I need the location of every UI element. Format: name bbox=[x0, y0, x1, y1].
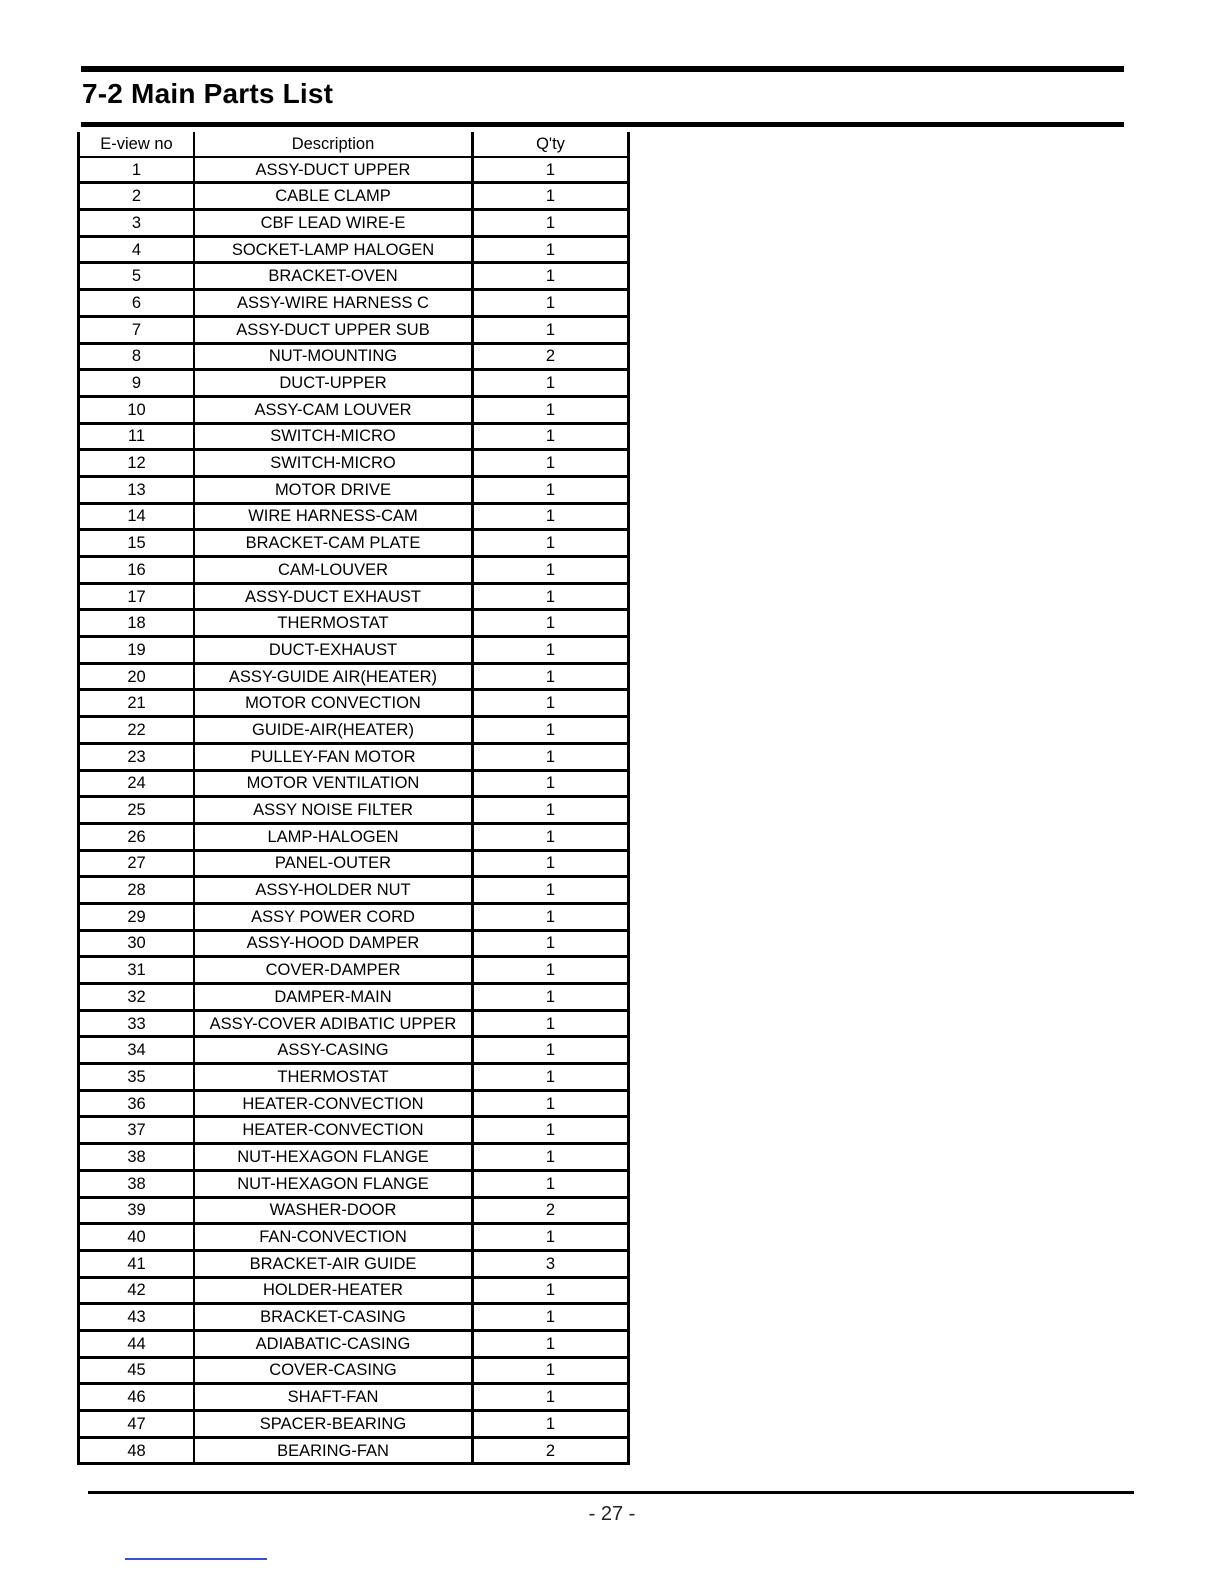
qty-cell: 1 bbox=[473, 1384, 629, 1411]
qty-cell: 1 bbox=[473, 183, 629, 210]
table-row bbox=[79, 1197, 629, 1224]
eview-no-cell: 20 bbox=[79, 663, 195, 690]
qty-cell: 1 bbox=[473, 1330, 629, 1357]
table-row bbox=[79, 263, 629, 290]
description-cell: PANEL-OUTER bbox=[194, 850, 473, 877]
eview-no-cell: 38 bbox=[79, 1170, 195, 1197]
table-row bbox=[79, 1330, 629, 1357]
table-row bbox=[79, 1250, 629, 1277]
description-cell: CAM-LOUVER bbox=[194, 557, 473, 584]
qty-cell: 1 bbox=[473, 530, 629, 557]
qty-cell: 2 bbox=[473, 343, 629, 370]
eview-no-cell: 22 bbox=[79, 717, 195, 744]
description-cell: ASSY-COVER ADIBATIC UPPER bbox=[194, 1010, 473, 1037]
description-cell: ASSY-CAM LOUVER bbox=[194, 396, 473, 423]
eview-no-cell: 7 bbox=[79, 316, 195, 343]
table-row bbox=[79, 717, 629, 744]
description-cell: COVER-DAMPER bbox=[194, 957, 473, 984]
eview-no-cell: 18 bbox=[79, 610, 195, 637]
eview-no-cell: 42 bbox=[79, 1277, 195, 1304]
qty-cell: 1 bbox=[473, 236, 629, 263]
description-cell: DUCT-EXHAUST bbox=[194, 637, 473, 664]
page-title: 7-2 Main Parts List bbox=[82, 78, 334, 109]
description-cell: THERMOSTAT bbox=[194, 610, 473, 637]
table-row bbox=[79, 423, 629, 450]
table-row bbox=[79, 877, 629, 904]
table-row bbox=[79, 316, 629, 343]
qty-cell: 2 bbox=[473, 1437, 629, 1464]
qty-cell: 1 bbox=[473, 1037, 629, 1064]
eview-no-cell: 40 bbox=[79, 1224, 195, 1251]
description-cell: FAN-CONVECTION bbox=[194, 1224, 473, 1251]
qty-cell: 3 bbox=[473, 1250, 629, 1277]
eview-no-cell: 38 bbox=[79, 1144, 195, 1171]
description-cell: SOCKET-LAMP HALOGEN bbox=[194, 236, 473, 263]
qty-cell: 1 bbox=[473, 1064, 629, 1091]
table-row bbox=[79, 1277, 629, 1304]
bottom-rule bbox=[88, 1491, 1134, 1494]
eview-no-cell: 34 bbox=[79, 1037, 195, 1064]
description-cell: BRACKET-CAM PLATE bbox=[194, 530, 473, 557]
qty-cell: 1 bbox=[473, 984, 629, 1011]
eview-no-cell: 23 bbox=[79, 743, 195, 770]
qty-cell: 1 bbox=[473, 743, 629, 770]
eview-no-cell: 33 bbox=[79, 1010, 195, 1037]
table-row bbox=[79, 1037, 629, 1064]
description-cell: WIRE HARNESS-CAM bbox=[194, 503, 473, 530]
eview-no-cell: 9 bbox=[79, 370, 195, 397]
description-cell: ASSY NOISE FILTER bbox=[194, 797, 473, 824]
table-row bbox=[79, 1357, 629, 1384]
table-row bbox=[79, 690, 629, 717]
eview-no-cell: 35 bbox=[79, 1064, 195, 1091]
qty-cell: 1 bbox=[473, 850, 629, 877]
eview-no-cell: 44 bbox=[79, 1330, 195, 1357]
table-row bbox=[79, 610, 629, 637]
table-row bbox=[79, 770, 629, 797]
table-row bbox=[79, 183, 629, 210]
eview-no-cell: 37 bbox=[79, 1117, 195, 1144]
description-cell: BRACKET-OVEN bbox=[194, 263, 473, 290]
description-cell: SWITCH-MICRO bbox=[194, 423, 473, 450]
description-cell: ASSY-DUCT UPPER SUB bbox=[194, 316, 473, 343]
eview-no-cell: 2 bbox=[79, 183, 195, 210]
description-cell: COVER-CASING bbox=[194, 1357, 473, 1384]
qty-cell: 1 bbox=[473, 610, 629, 637]
description-cell: NUT-MOUNTING bbox=[194, 343, 473, 370]
qty-cell: 1 bbox=[473, 263, 629, 290]
qty-cell: 1 bbox=[473, 1117, 629, 1144]
qty-cell: 1 bbox=[473, 450, 629, 477]
description-cell: PULLEY-FAN MOTOR bbox=[194, 743, 473, 770]
table-row bbox=[79, 850, 629, 877]
table-row bbox=[79, 1224, 629, 1251]
table-row bbox=[79, 530, 629, 557]
table-row bbox=[79, 797, 629, 824]
eview-no-cell: 39 bbox=[79, 1197, 195, 1224]
qty-cell: 1 bbox=[473, 957, 629, 984]
eview-no-cell: 8 bbox=[79, 343, 195, 370]
qty-cell: 1 bbox=[473, 1224, 629, 1251]
eview-no-cell: 31 bbox=[79, 957, 195, 984]
eview-no-cell: 13 bbox=[79, 476, 195, 503]
description-cell: SHAFT-FAN bbox=[194, 1384, 473, 1411]
table-row bbox=[79, 1090, 629, 1117]
description-cell: DAMPER-MAIN bbox=[194, 984, 473, 1011]
description-cell: LAMP-HALOGEN bbox=[194, 823, 473, 850]
eview-no-cell: 10 bbox=[79, 396, 195, 423]
eview-no-cell: 47 bbox=[79, 1411, 195, 1438]
table-row bbox=[79, 957, 629, 984]
table-row bbox=[79, 236, 629, 263]
qty-cell: 1 bbox=[473, 1010, 629, 1037]
qty-cell: 1 bbox=[473, 877, 629, 904]
description-cell: BRACKET-CASING bbox=[194, 1304, 473, 1331]
description-cell: NUT-HEXAGON FLANGE bbox=[194, 1144, 473, 1171]
description-cell: CBF LEAD WIRE-E bbox=[194, 210, 473, 237]
description-cell: HOLDER-HEATER bbox=[194, 1277, 473, 1304]
qty-cell: 1 bbox=[473, 423, 629, 450]
qty-cell: 1 bbox=[473, 210, 629, 237]
eview-no-cell: 6 bbox=[79, 290, 195, 317]
qty-cell: 1 bbox=[473, 717, 629, 744]
description-cell: DUCT-UPPER bbox=[194, 370, 473, 397]
qty-cell: 1 bbox=[473, 930, 629, 957]
qty-cell: 1 bbox=[473, 370, 629, 397]
table-row bbox=[79, 1117, 629, 1144]
description-cell: BEARING-FAN bbox=[194, 1437, 473, 1464]
table-row bbox=[79, 1064, 629, 1091]
eview-no-cell: 25 bbox=[79, 797, 195, 824]
table-row bbox=[79, 1304, 629, 1331]
qty-cell: 1 bbox=[473, 823, 629, 850]
eview-no-cell: 1 bbox=[79, 157, 195, 183]
qty-cell: 1 bbox=[473, 1144, 629, 1171]
table-row bbox=[79, 343, 629, 370]
eview-no-cell: 28 bbox=[79, 877, 195, 904]
description-cell: WASHER-DOOR bbox=[194, 1197, 473, 1224]
table-row bbox=[79, 1170, 629, 1197]
eview-no-cell: 14 bbox=[79, 503, 195, 530]
table-row bbox=[79, 823, 629, 850]
top-rule bbox=[81, 66, 1124, 72]
description-cell: NUT-HEXAGON FLANGE bbox=[194, 1170, 473, 1197]
eview-no-cell: 46 bbox=[79, 1384, 195, 1411]
description-cell: ASSY-WIRE HARNESS C bbox=[194, 290, 473, 317]
table-row bbox=[79, 157, 629, 183]
description-cell: MOTOR CONVECTION bbox=[194, 690, 473, 717]
description-cell: ASSY-HOOD DAMPER bbox=[194, 930, 473, 957]
table-row bbox=[79, 476, 629, 503]
title-rule bbox=[81, 122, 1124, 127]
table-row bbox=[79, 1144, 629, 1171]
eview-no-cell: 16 bbox=[79, 557, 195, 584]
qty-cell: 1 bbox=[473, 1277, 629, 1304]
header-description: Description bbox=[194, 132, 473, 157]
header-eview-no: E-view no bbox=[79, 132, 195, 157]
eview-no-cell: 43 bbox=[79, 1304, 195, 1331]
eview-no-cell: 30 bbox=[79, 930, 195, 957]
eview-no-cell: 21 bbox=[79, 690, 195, 717]
qty-cell: 1 bbox=[473, 583, 629, 610]
table-row bbox=[79, 1384, 629, 1411]
link-underline[interactable] bbox=[125, 1558, 267, 1560]
description-cell: THERMOSTAT bbox=[194, 1064, 473, 1091]
table-row bbox=[79, 903, 629, 930]
description-cell: ADIABATIC-CASING bbox=[194, 1330, 473, 1357]
eview-no-cell: 45 bbox=[79, 1357, 195, 1384]
table-row bbox=[79, 210, 629, 237]
description-cell: HEATER-CONVECTION bbox=[194, 1117, 473, 1144]
table-row bbox=[79, 1437, 629, 1464]
description-cell: MOTOR VENTILATION bbox=[194, 770, 473, 797]
table-row bbox=[79, 370, 629, 397]
eview-no-cell: 19 bbox=[79, 637, 195, 664]
description-cell: ASSY-DUCT UPPER bbox=[194, 157, 473, 183]
qty-cell: 1 bbox=[473, 770, 629, 797]
table-row bbox=[79, 663, 629, 690]
eview-no-cell: 26 bbox=[79, 823, 195, 850]
qty-cell: 1 bbox=[473, 1090, 629, 1117]
table-row bbox=[79, 1411, 629, 1438]
description-cell: SPACER-BEARING bbox=[194, 1411, 473, 1438]
eview-no-cell: 11 bbox=[79, 423, 195, 450]
description-cell: ASSY-GUIDE AIR(HEATER) bbox=[194, 663, 473, 690]
eview-no-cell: 5 bbox=[79, 263, 195, 290]
qty-cell: 1 bbox=[473, 797, 629, 824]
table-row bbox=[79, 290, 629, 317]
parts-table bbox=[77, 132, 630, 1465]
eview-no-cell: 24 bbox=[79, 770, 195, 797]
qty-cell: 1 bbox=[473, 1304, 629, 1331]
description-cell: ASSY-DUCT EXHAUST bbox=[194, 583, 473, 610]
description-cell: ASSY POWER CORD bbox=[194, 903, 473, 930]
qty-cell: 1 bbox=[473, 1170, 629, 1197]
eview-no-cell: 17 bbox=[79, 583, 195, 610]
description-cell: GUIDE-AIR(HEATER) bbox=[194, 717, 473, 744]
table-row bbox=[79, 557, 629, 584]
qty-cell: 2 bbox=[473, 1197, 629, 1224]
description-cell: CABLE CLAMP bbox=[194, 183, 473, 210]
table-row bbox=[79, 930, 629, 957]
qty-cell: 1 bbox=[473, 557, 629, 584]
eview-no-cell: 12 bbox=[79, 450, 195, 477]
qty-cell: 1 bbox=[473, 1357, 629, 1384]
eview-no-cell: 27 bbox=[79, 850, 195, 877]
description-cell: HEATER-CONVECTION bbox=[194, 1090, 473, 1117]
qty-cell: 1 bbox=[473, 637, 629, 664]
table-row bbox=[79, 1010, 629, 1037]
qty-cell: 1 bbox=[473, 476, 629, 503]
description-cell: SWITCH-MICRO bbox=[194, 450, 473, 477]
eview-no-cell: 36 bbox=[79, 1090, 195, 1117]
qty-cell: 1 bbox=[473, 157, 629, 183]
eview-no-cell: 29 bbox=[79, 903, 195, 930]
qty-cell: 1 bbox=[473, 903, 629, 930]
qty-cell: 1 bbox=[473, 1411, 629, 1438]
eview-no-cell: 48 bbox=[79, 1437, 195, 1464]
table-row bbox=[79, 503, 629, 530]
qty-cell: 1 bbox=[473, 690, 629, 717]
qty-cell: 1 bbox=[473, 316, 629, 343]
description-cell: MOTOR DRIVE bbox=[194, 476, 473, 503]
qty-cell: 1 bbox=[473, 396, 629, 423]
table-row bbox=[79, 450, 629, 477]
eview-no-cell: 32 bbox=[79, 984, 195, 1011]
table-row bbox=[79, 637, 629, 664]
table-row bbox=[79, 583, 629, 610]
qty-cell: 1 bbox=[473, 503, 629, 530]
table-header-row bbox=[79, 132, 629, 157]
description-cell: BRACKET-AIR GUIDE bbox=[194, 1250, 473, 1277]
page-number: - 27 - bbox=[588, 1503, 636, 1525]
table-row bbox=[79, 396, 629, 423]
eview-no-cell: 15 bbox=[79, 530, 195, 557]
table-row bbox=[79, 984, 629, 1011]
description-cell: ASSY-HOLDER NUT bbox=[194, 877, 473, 904]
qty-cell: 1 bbox=[473, 663, 629, 690]
qty-cell: 1 bbox=[473, 290, 629, 317]
parts-table-body bbox=[79, 157, 629, 1464]
eview-no-cell: 3 bbox=[79, 210, 195, 237]
eview-no-cell: 41 bbox=[79, 1250, 195, 1277]
table-row bbox=[79, 743, 629, 770]
eview-no-cell: 4 bbox=[79, 236, 195, 263]
description-cell: ASSY-CASING bbox=[194, 1037, 473, 1064]
header-qty: Q'ty bbox=[473, 132, 629, 157]
